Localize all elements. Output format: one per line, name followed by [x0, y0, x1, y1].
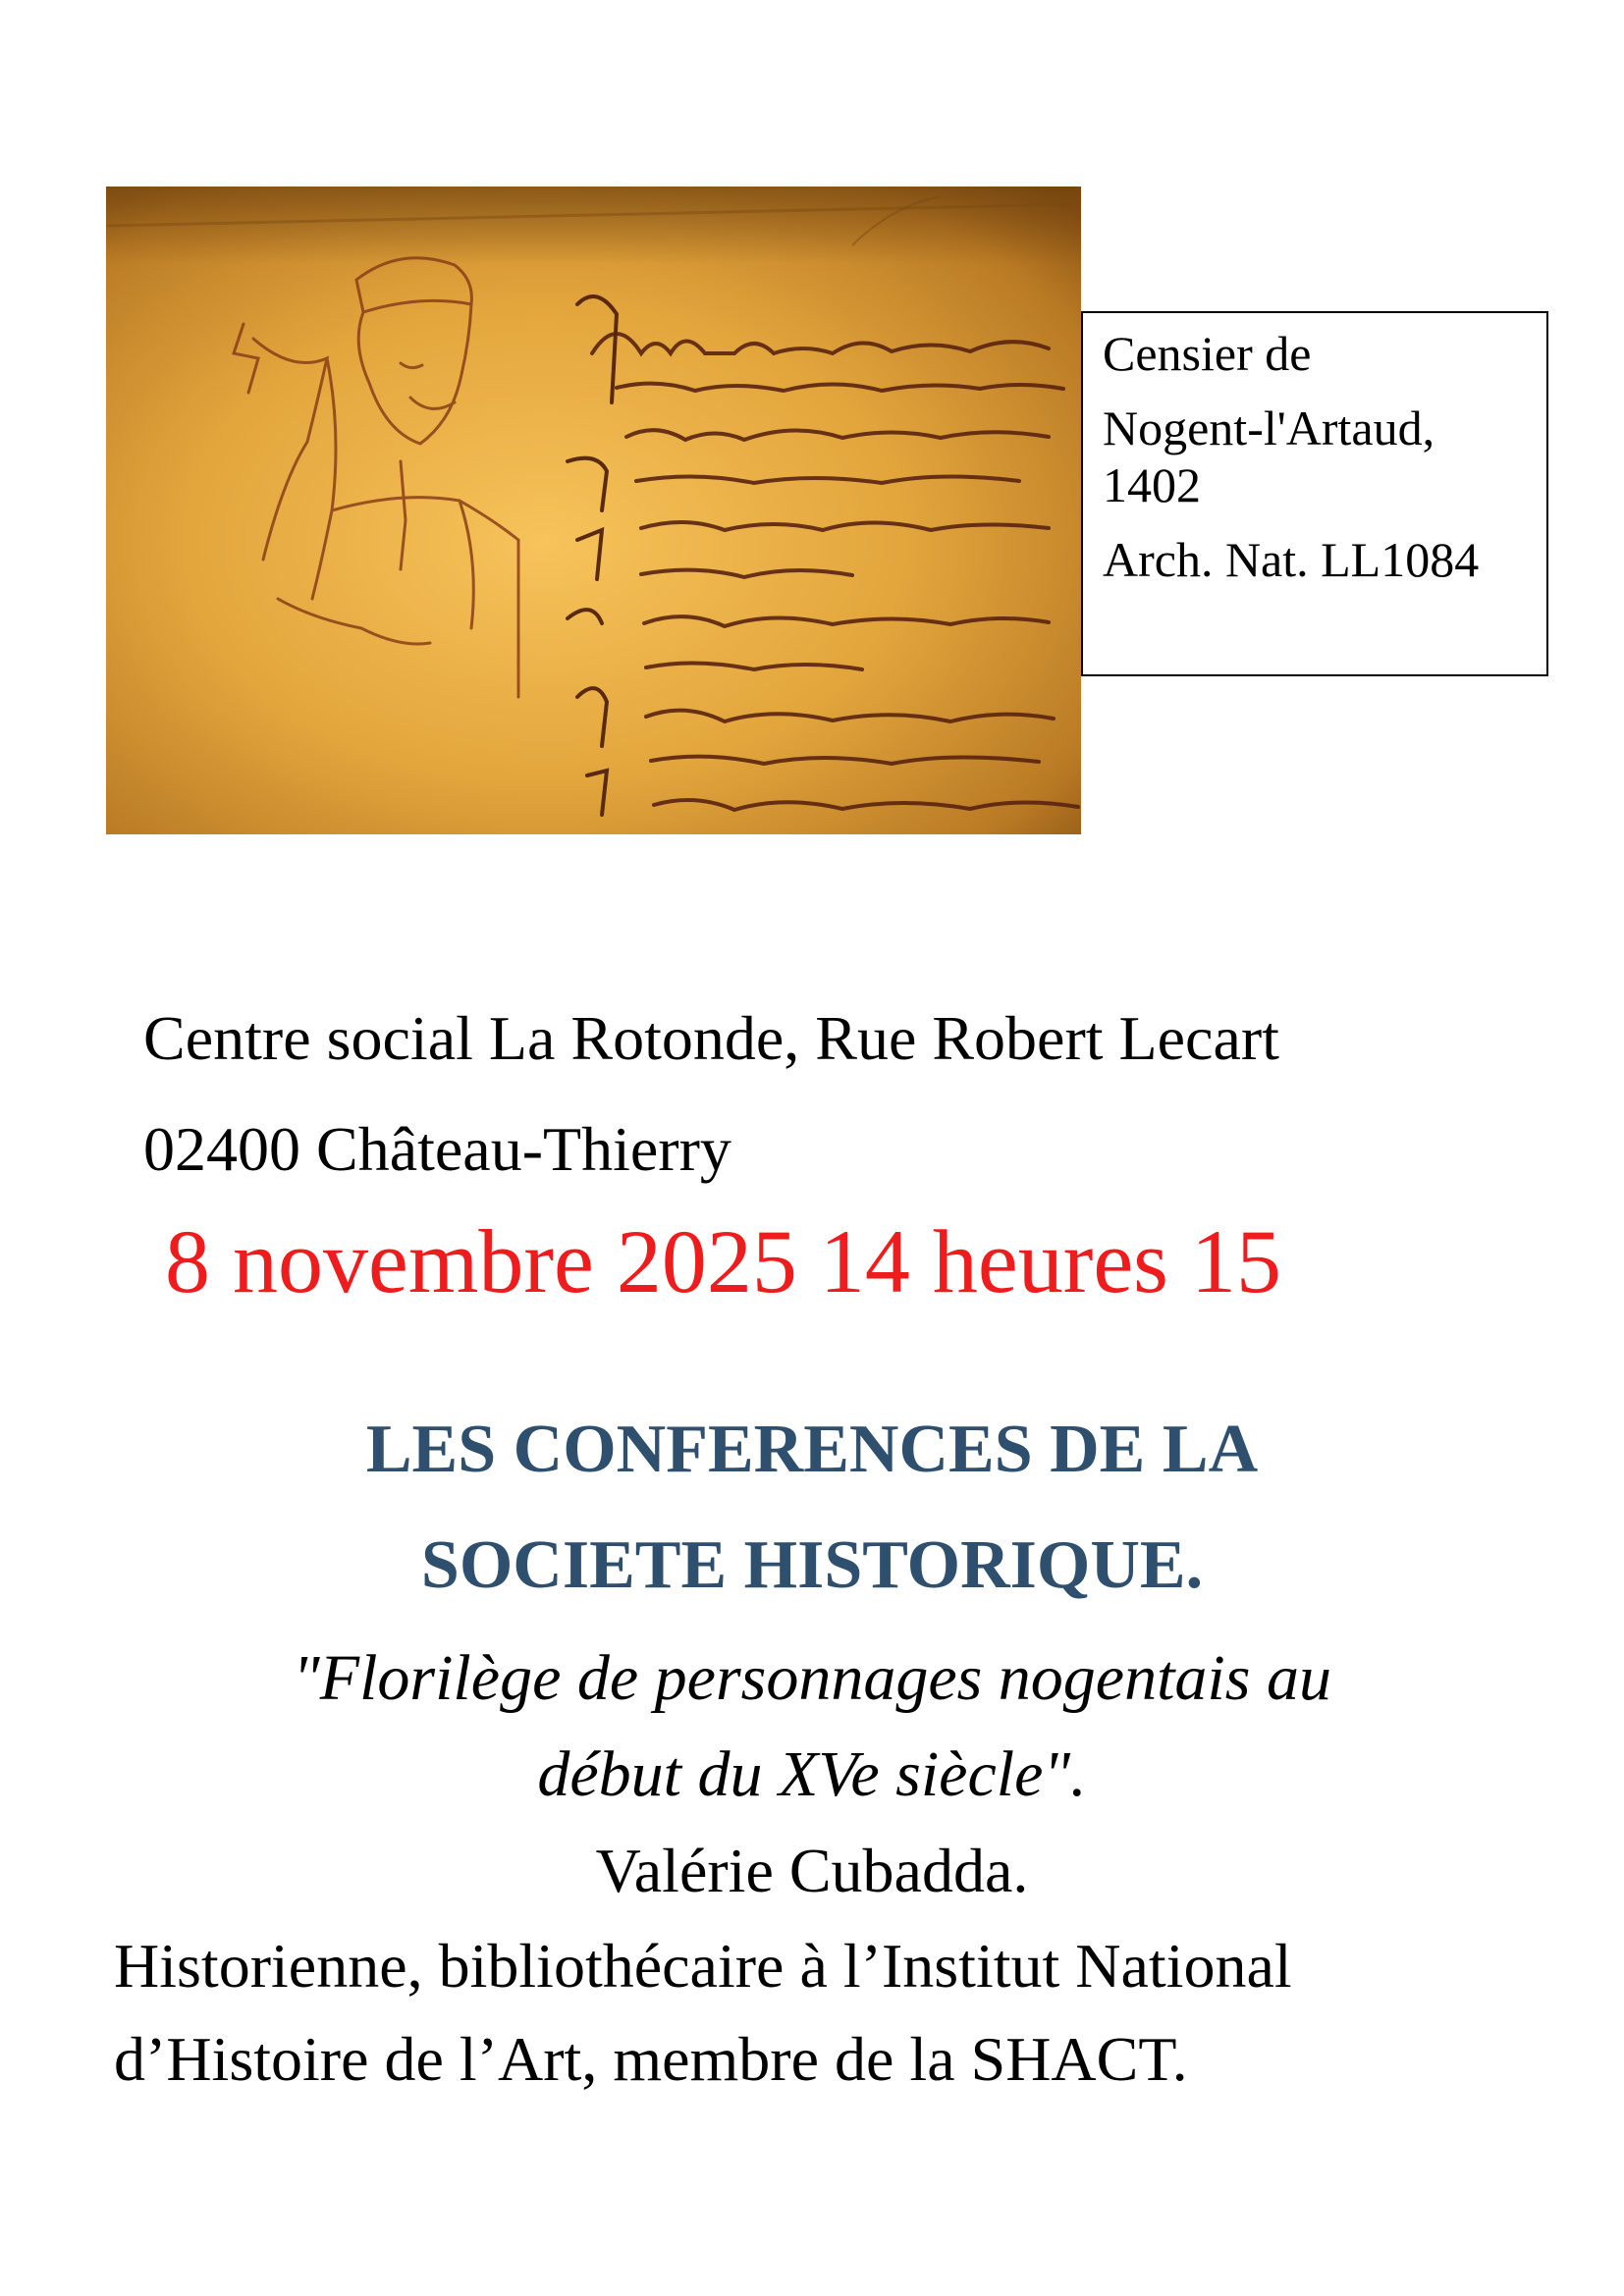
talk-title-line: "Florilège de personnages nogentais au: [293, 1642, 1331, 1714]
speaker-bio-line: Historienne, bibliothécaire à l’Institut National: [114, 1931, 1292, 2001]
venue-city-line: 02400 Château-Thierry: [143, 1114, 731, 1184]
series-title-line: SOCIETE HISTORIQUE.: [420, 1527, 1204, 1603]
event-datetime: 8 novembre 2025 14 heures 15: [165, 1211, 1281, 1311]
speaker-bio-line: d’Histoire de l’Art, membre de la SHACT.: [114, 2024, 1188, 2094]
talk-title-line: début du XVe siècle".: [537, 1738, 1087, 1810]
caption-line: Nogent-l'Artaud,: [1103, 400, 1435, 455]
caption-line: 1402: [1103, 457, 1201, 512]
series-title-line: LES CONFERENCES DE LA: [365, 1412, 1259, 1487]
speaker-name: Valérie Cubadda.: [595, 1836, 1029, 1905]
caption-source: Arch. Nat. LL1084: [1103, 532, 1480, 587]
venue-address-line: Centre social La Rotonde, Rue Robert Lecart: [143, 1003, 1279, 1073]
image-caption-box: [1081, 311, 1548, 676]
caption-line: Censier de: [1103, 326, 1312, 381]
manuscript-photo: [106, 187, 1081, 834]
